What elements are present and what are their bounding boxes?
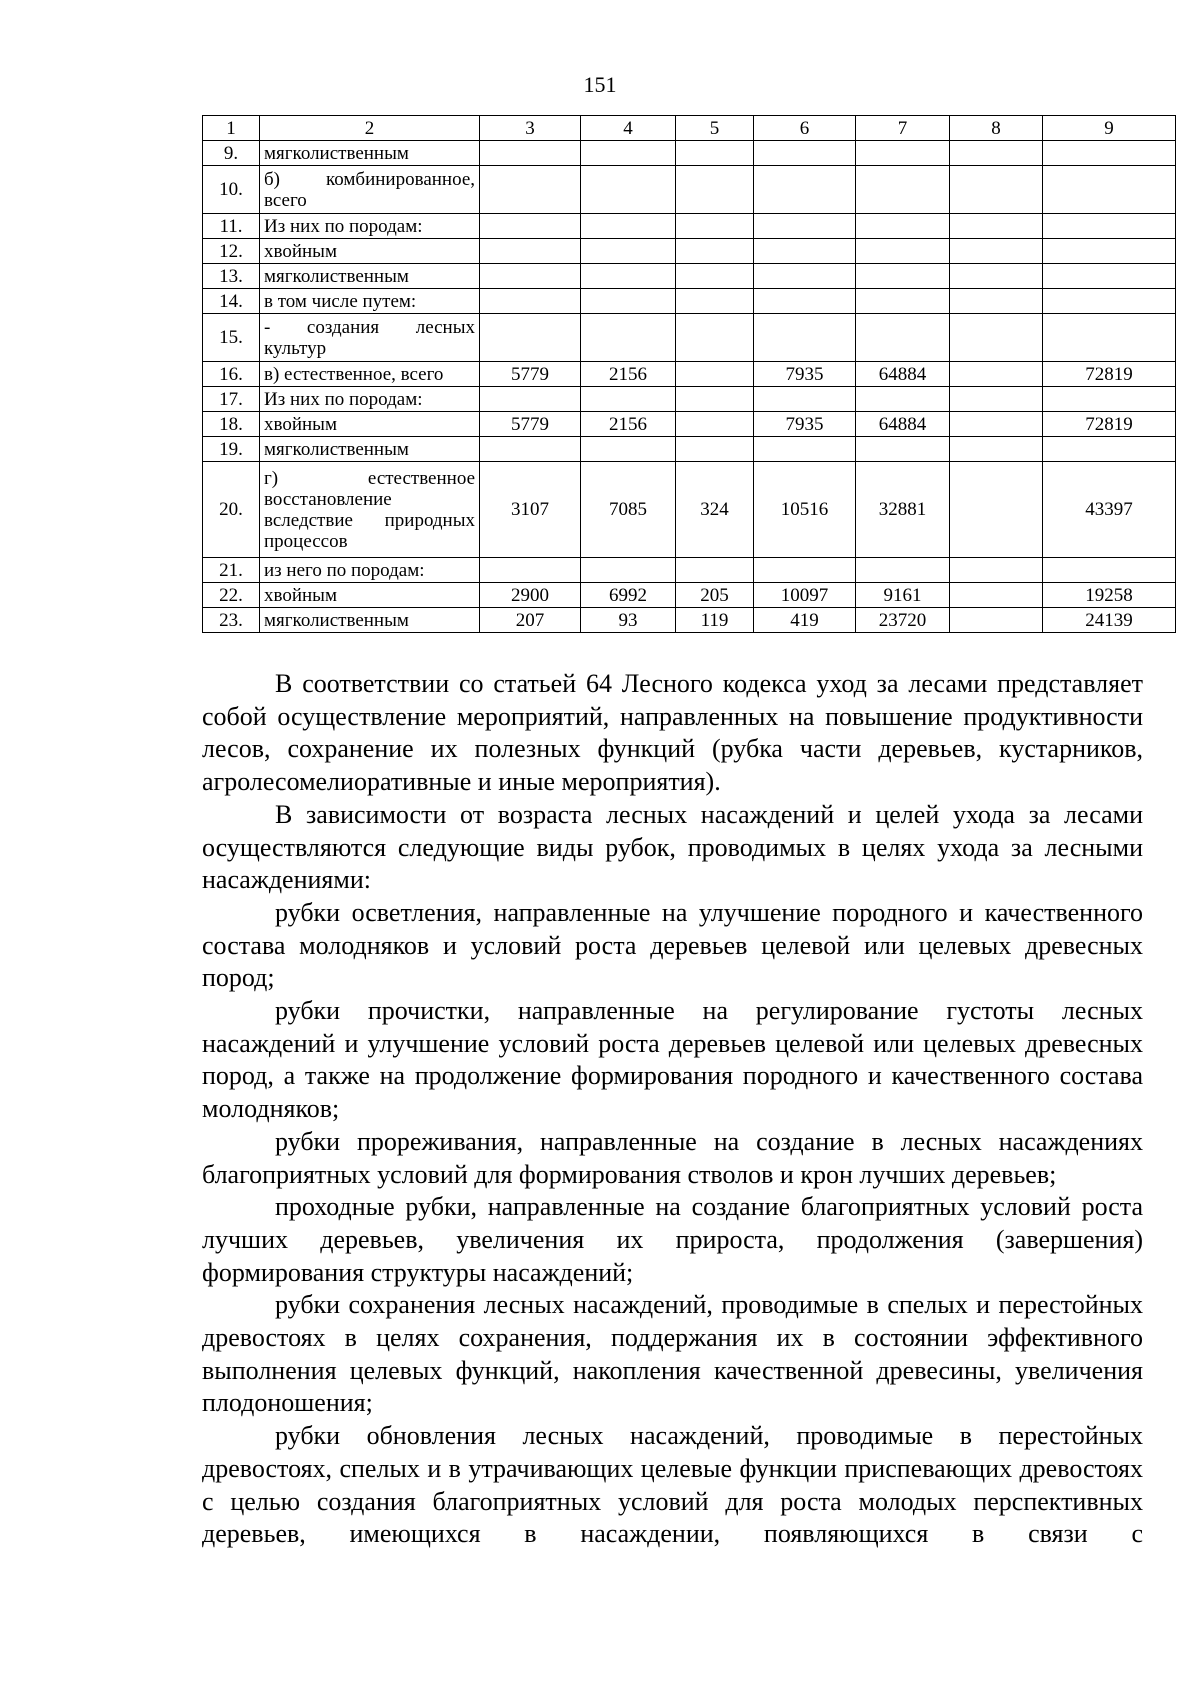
row-label-cell: в) естественное, всего xyxy=(260,362,480,387)
value-cell-c3: 207 xyxy=(480,608,581,633)
value-cell-c7 xyxy=(856,214,950,239)
header-cell: 8 xyxy=(950,116,1043,141)
row-number-cell: 18. xyxy=(203,412,260,437)
value-cell-c8 xyxy=(950,214,1043,239)
table-row xyxy=(203,264,1176,289)
value-cell-c3 xyxy=(480,214,581,239)
value-cell-c8 xyxy=(950,239,1043,264)
row-number-cell: 15. xyxy=(203,314,260,362)
value-cell-c3 xyxy=(480,289,581,314)
value-cell-c4: 7085 xyxy=(581,462,676,558)
row-label-cell: мягколиственным xyxy=(260,141,480,166)
paragraph: рубки сохранения лесных насаждений, проводимые в спелых и перестойных древостоях в целях сохранения, поддержания их в состоянии эффективного выполнения целевых функций, накопления качественной древесины, увеличения плодоношения; xyxy=(202,1290,1143,1418)
row-label-cell: Из них по породам: xyxy=(260,214,480,239)
value-cell-c5 xyxy=(676,239,754,264)
value-cell-c8 xyxy=(950,289,1043,314)
value-cell-c9 xyxy=(1043,166,1176,214)
value-cell-c8 xyxy=(950,264,1043,289)
row-label-cell: б) комбинированное, всего xyxy=(260,166,480,214)
reforestation-table xyxy=(202,115,1176,633)
value-cell-c5 xyxy=(676,314,754,362)
value-cell-c8 xyxy=(950,362,1043,387)
value-cell-c7: 23720 xyxy=(856,608,950,633)
value-cell-c7 xyxy=(856,314,950,362)
value-cell-c9 xyxy=(1043,387,1176,412)
table-row xyxy=(203,214,1176,239)
row-number-cell: 20. xyxy=(203,462,260,558)
value-cell-c6: 10516 xyxy=(754,462,856,558)
value-cell-c4 xyxy=(581,558,676,583)
value-cell-c3 xyxy=(480,387,581,412)
value-cell-c6 xyxy=(754,141,856,166)
value-cell-c4 xyxy=(581,264,676,289)
value-cell-c4: 93 xyxy=(581,608,676,633)
value-cell-c6: 419 xyxy=(754,608,856,633)
table-row xyxy=(203,462,1176,558)
value-cell-c5: 324 xyxy=(676,462,754,558)
row-number-cell: 17. xyxy=(203,387,260,412)
value-cell-c4 xyxy=(581,239,676,264)
value-cell-c7 xyxy=(856,166,950,214)
value-cell-c8 xyxy=(950,437,1043,462)
value-cell-c6: 7935 xyxy=(754,362,856,387)
value-cell-c7 xyxy=(856,239,950,264)
value-cell-c4: 6992 xyxy=(581,583,676,608)
paragraph: рубки прочистки, направленные на регулирование густоты лесных насаждений и улучшение условий роста деревьев целевой или целевых древесных пород, а также на продолжение формирования породного и качественного состава молодняков; xyxy=(202,996,1143,1124)
value-cell-c8 xyxy=(950,314,1043,362)
row-number-cell: 23. xyxy=(203,608,260,633)
value-cell-c7: 64884 xyxy=(856,362,950,387)
paragraph: В зависимости от возраста лесных насаждений и целей ухода за лесами осуществляются следующие виды рубок, проводимых в целях ухода за лесными насаждениями: xyxy=(202,799,1143,895)
body-text xyxy=(202,668,1143,1551)
row-label-cell: мягколиственным xyxy=(260,437,480,462)
value-cell-c8 xyxy=(950,558,1043,583)
value-cell-c9 xyxy=(1043,558,1176,583)
row-label-cell: г) естественное восстановление вследствие природных процессов xyxy=(260,462,480,558)
table-row xyxy=(203,583,1176,608)
value-cell-c9: 72819 xyxy=(1043,362,1176,387)
value-cell-c9: 43397 xyxy=(1043,462,1176,558)
value-cell-c9 xyxy=(1043,264,1176,289)
row-label-cell: мягколиственным xyxy=(260,264,480,289)
header-cell: 7 xyxy=(856,116,950,141)
value-cell-c4 xyxy=(581,387,676,412)
value-cell-c9 xyxy=(1043,141,1176,166)
value-cell-c5 xyxy=(676,214,754,239)
table-row xyxy=(203,239,1176,264)
row-label-cell: из него по породам: xyxy=(260,558,480,583)
value-cell-c3 xyxy=(480,239,581,264)
value-cell-c5 xyxy=(676,437,754,462)
row-label-cell: в том числе путем: xyxy=(260,289,480,314)
header-cell: 2 xyxy=(260,116,480,141)
paragraph: рубки осветления, направленные на улучшение породного и качественного состава молодняков и условий роста деревьев целевой или целевых древесных пород; xyxy=(202,897,1143,993)
value-cell-c7: 32881 xyxy=(856,462,950,558)
value-cell-c8 xyxy=(950,387,1043,412)
value-cell-c7 xyxy=(856,141,950,166)
value-cell-c3 xyxy=(480,264,581,289)
value-cell-c9: 72819 xyxy=(1043,412,1176,437)
value-cell-c8 xyxy=(950,462,1043,558)
value-cell-c3: 3107 xyxy=(480,462,581,558)
row-number-cell: 22. xyxy=(203,583,260,608)
value-cell-c4 xyxy=(581,289,676,314)
value-cell-c6 xyxy=(754,387,856,412)
value-cell-c7 xyxy=(856,558,950,583)
value-cell-c5 xyxy=(676,289,754,314)
value-cell-c4 xyxy=(581,141,676,166)
row-number-cell: 13. xyxy=(203,264,260,289)
value-cell-c8 xyxy=(950,583,1043,608)
value-cell-c6 xyxy=(754,289,856,314)
value-cell-c3: 5779 xyxy=(480,362,581,387)
header-cell: 3 xyxy=(480,116,581,141)
row-number-cell: 19. xyxy=(203,437,260,462)
row-number-cell: 9. xyxy=(203,141,260,166)
row-label-cell: хвойным xyxy=(260,583,480,608)
value-cell-c4 xyxy=(581,437,676,462)
value-cell-c9: 24139 xyxy=(1043,608,1176,633)
value-cell-c7 xyxy=(856,387,950,412)
value-cell-c5 xyxy=(676,387,754,412)
table-row xyxy=(203,387,1176,412)
value-cell-c8 xyxy=(950,608,1043,633)
row-label-cell: мягколиственным xyxy=(260,608,480,633)
value-cell-c3: 2900 xyxy=(480,583,581,608)
row-label-cell: хвойным xyxy=(260,239,480,264)
value-cell-c8 xyxy=(950,141,1043,166)
value-cell-c9: 19258 xyxy=(1043,583,1176,608)
row-number-cell: 11. xyxy=(203,214,260,239)
row-number-cell: 16. xyxy=(203,362,260,387)
value-cell-c6 xyxy=(754,264,856,289)
value-cell-c6: 7935 xyxy=(754,412,856,437)
row-label-cell: хвойным xyxy=(260,412,480,437)
value-cell-c4: 2156 xyxy=(581,362,676,387)
value-cell-c6: 10097 xyxy=(754,583,856,608)
value-cell-c6 xyxy=(754,239,856,264)
table-header-row xyxy=(203,116,1176,141)
value-cell-c9 xyxy=(1043,437,1176,462)
value-cell-c9 xyxy=(1043,314,1176,362)
table-row xyxy=(203,362,1176,387)
row-number-cell: 21. xyxy=(203,558,260,583)
row-number-cell: 12. xyxy=(203,239,260,264)
value-cell-c4 xyxy=(581,314,676,362)
value-cell-c5: 205 xyxy=(676,583,754,608)
header-cell: 9 xyxy=(1043,116,1176,141)
paragraph: рубки обновления лесных насаждений, проводимые в перестойных древостоях, спелых и в утрачивающих целевые функции приспевающих древостоях с целью создания благоприятных условий для роста молодых перспективных деревьев, имеющихся в насаждении, появляющихся в связи с xyxy=(202,1421,1143,1549)
value-cell-c3: 5779 xyxy=(480,412,581,437)
row-number-cell: 14. xyxy=(203,289,260,314)
value-cell-c5 xyxy=(676,264,754,289)
value-cell-c7 xyxy=(856,264,950,289)
header-cell: 1 xyxy=(203,116,260,141)
value-cell-c5 xyxy=(676,166,754,214)
row-number-cell: 10. xyxy=(203,166,260,214)
paragraph: В соответствии со статьей 64 Лесного кодекса уход за лесами представляет собой осуществление мероприятий, направленных на повышение продуктивности лесов, сохранение их полезных функций (рубка части деревьев, кустарников, агролесомелиоративные и иные мероприятия). xyxy=(202,669,1143,797)
value-cell-c3 xyxy=(480,437,581,462)
value-cell-c6 xyxy=(754,437,856,462)
paragraph: рубки прореживания, направленные на создание в лесных насаждениях благоприятных условий для формирования стволов и крон лучших деревьев; xyxy=(202,1126,1143,1189)
table-row xyxy=(203,141,1176,166)
value-cell-c6 xyxy=(754,314,856,362)
value-cell-c5 xyxy=(676,141,754,166)
value-cell-c5: 119 xyxy=(676,608,754,633)
value-cell-c3 xyxy=(480,314,581,362)
value-cell-c5 xyxy=(676,362,754,387)
table-row xyxy=(203,412,1176,437)
header-cell: 4 xyxy=(581,116,676,141)
header-cell: 5 xyxy=(676,116,754,141)
value-cell-c6 xyxy=(754,214,856,239)
table-row xyxy=(203,314,1176,362)
value-cell-c4 xyxy=(581,214,676,239)
value-cell-c8 xyxy=(950,412,1043,437)
value-cell-c3 xyxy=(480,166,581,214)
row-label-cell: Из них по породам: xyxy=(260,387,480,412)
table-row xyxy=(203,437,1176,462)
value-cell-c7 xyxy=(856,437,950,462)
value-cell-c5 xyxy=(676,412,754,437)
value-cell-c3 xyxy=(480,558,581,583)
value-cell-c9 xyxy=(1043,289,1176,314)
table-row xyxy=(203,608,1176,633)
value-cell-c9 xyxy=(1043,239,1176,264)
row-label-cell: - создания лесных культур xyxy=(260,314,480,362)
value-cell-c7 xyxy=(856,289,950,314)
value-cell-c7: 9161 xyxy=(856,583,950,608)
value-cell-c4 xyxy=(581,166,676,214)
value-cell-c9 xyxy=(1043,214,1176,239)
page-number: 151 xyxy=(583,72,617,97)
table-row xyxy=(203,166,1176,214)
value-cell-c8 xyxy=(950,166,1043,214)
value-cell-c6 xyxy=(754,558,856,583)
value-cell-c7: 64884 xyxy=(856,412,950,437)
value-cell-c4: 2156 xyxy=(581,412,676,437)
paragraph: проходные рубки, направленные на создание благоприятных условий роста лучших деревьев, увеличения их прироста, продолжения (завершения) формирования структуры насаждений; xyxy=(202,1192,1143,1287)
header-cell: 6 xyxy=(754,116,856,141)
table-row xyxy=(203,289,1176,314)
value-cell-c3 xyxy=(480,141,581,166)
table-row xyxy=(203,558,1176,583)
value-cell-c6 xyxy=(754,166,856,214)
value-cell-c5 xyxy=(676,558,754,583)
